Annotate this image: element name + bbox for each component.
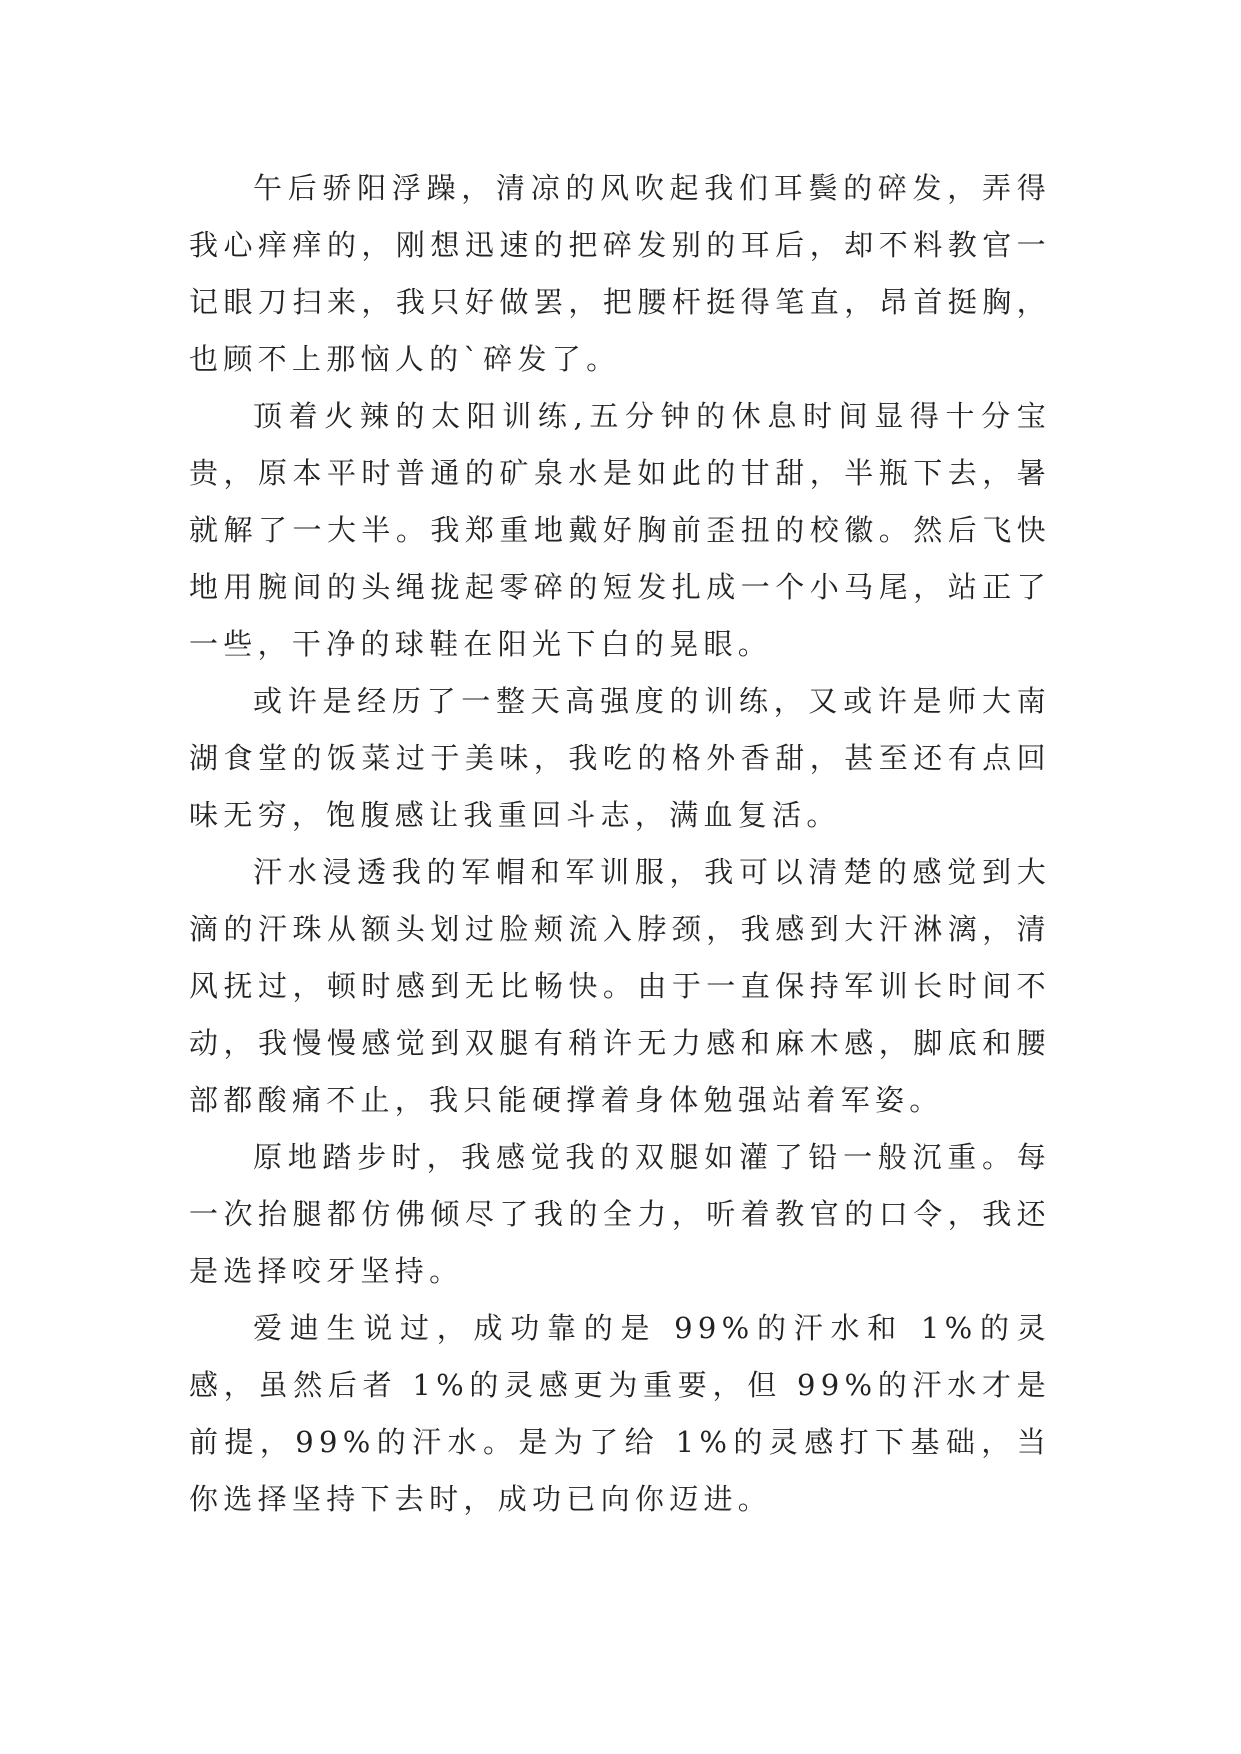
paragraph-3: 或许是经历了一整天高强度的训练，又或许是师大南湖食堂的饭菜过于美味，我吃的格外香甜，甚至还有点回味无穷，饱腹感让我重回斗志，满血复活。 [189,684,1051,832]
paragraph-2: 顶着火辣的太阳训练,五分钟的休息时间显得十分宝贵，原本平时普通的矿泉水是如此的甘甜，半瓶下去，暑就解了一大半。我郑重地戴好胸前歪扭的校徽。然后飞快地用腕间的头绳拢起零碎的短发扎成一个小马尾，站正了一些，干净的球鞋在阳光下白的晃眼。 [189,399,1051,661]
paragraph-1: 午后骄阳浮躁，清凉的风吹起我们耳鬓的碎发，弄得我心痒痒的，刚想迅速的把碎发别的耳后，却不料教官一记眼刀扫来，我只好做罢，把腰杆挺得笔直，昂首挺胸，也顾不上那恼人的`碎发了。 [189,171,1051,376]
paragraph-4: 汗水浸透我的军帽和军训服，我可以清楚的感觉到大滴的汗珠从额头划过脸颊流入脖颈，我感到大汗淋漓，清风抚过，顿时感到无比畅快。由于一直保持军训长时间不动，我慢慢感觉到双腿有稍许无力感和麻木感，脚底和腰部都酸痛不止，我只能硬撑着身体勉强站着军姿。 [189,855,1051,1117]
paragraph-5: 原地踏步时，我感觉我的双腿如灌了铅一般沉重。每一次抬腿都仿佛倾尽了我的全力，听着教官的口令，我还是选择咬牙坚持。 [189,1140,1051,1288]
paragraph-6: 爱迪生说过，成功靠的是 99%的汗水和 1%的灵感，虽然后者 1%的灵感更为重要，但 99%的汗水才是前提，99%的汗水。是为了给 1%的灵感打下基础，当你选择坚持下去时，成功已向你迈进。 [189,1311,1051,1516]
document-body [189,160,1051,1528]
